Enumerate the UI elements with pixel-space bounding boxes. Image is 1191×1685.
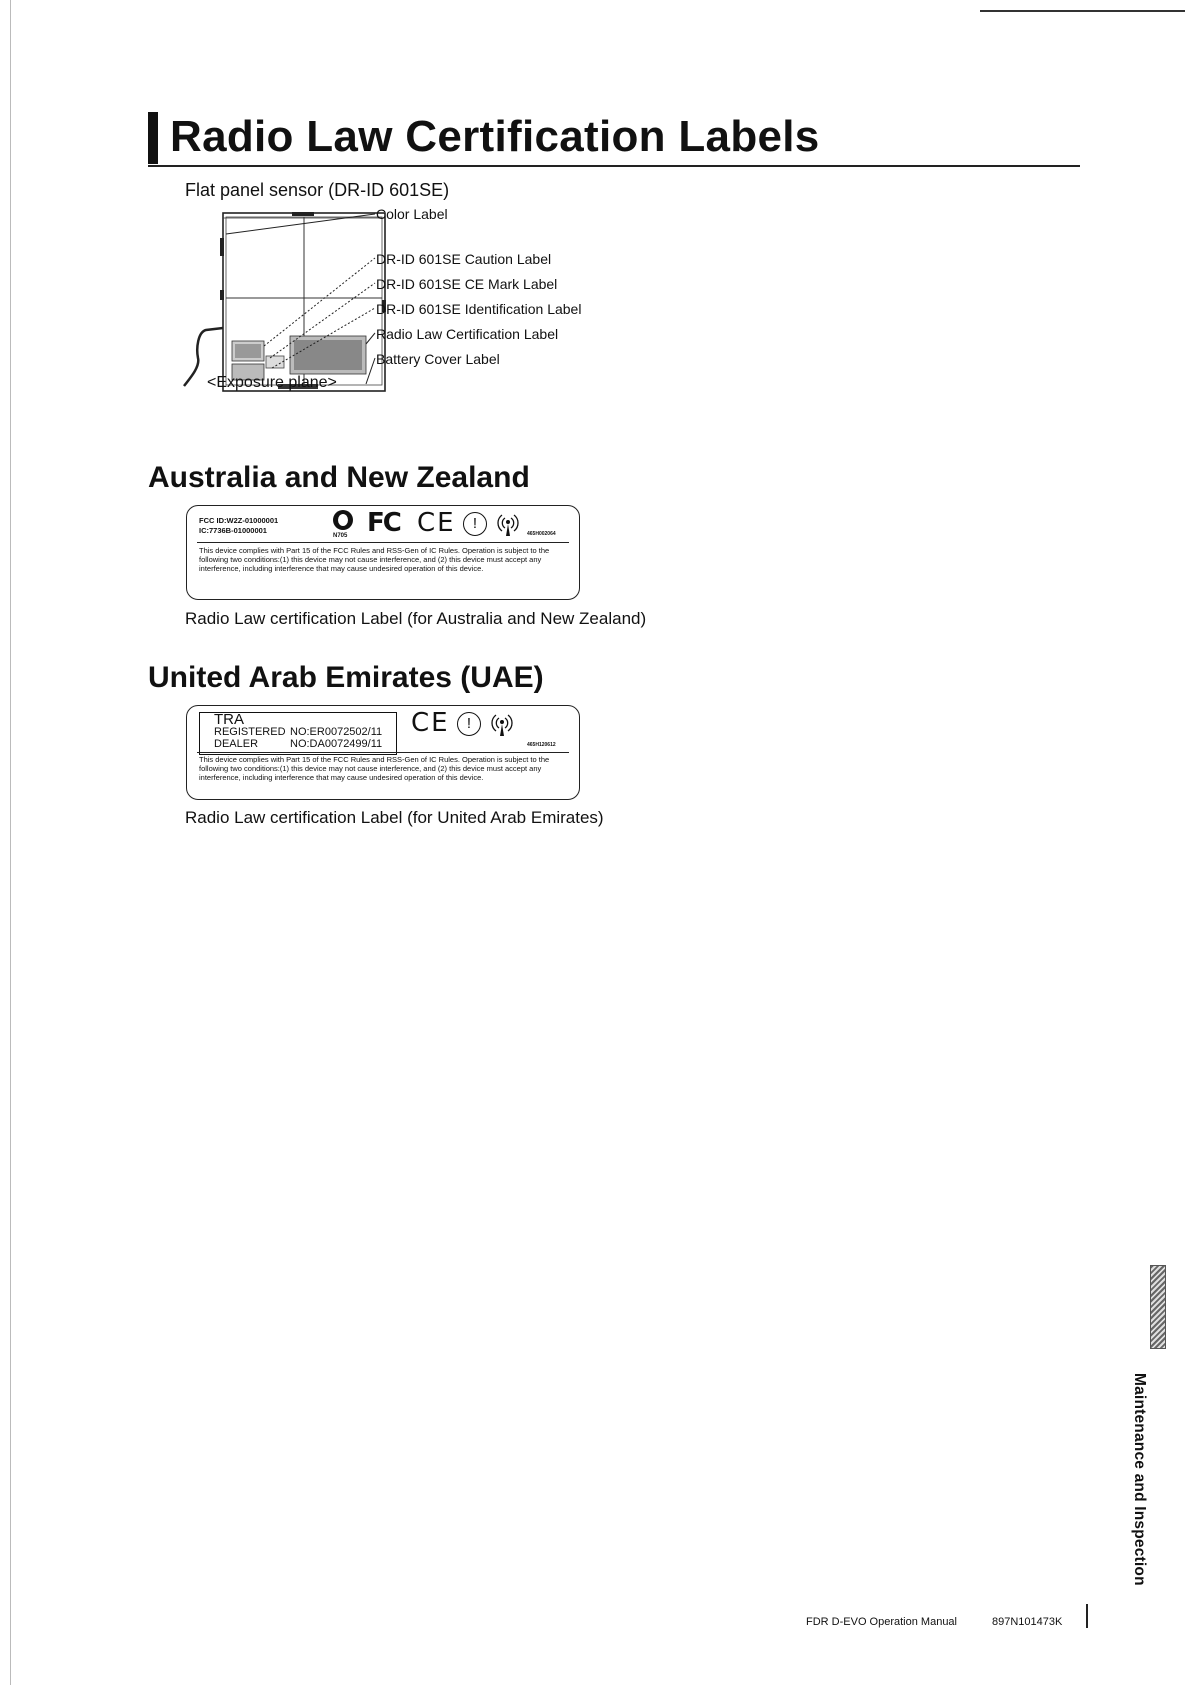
side-tab-label: Maintenance and Inspection: [1131, 1373, 1148, 1586]
top-right-rule: [980, 10, 1185, 12]
registered-label: REGISTERED: [214, 726, 286, 738]
callout-ce-mark-label: DR-ID 601SE CE Mark Label: [376, 276, 558, 292]
caption-uae: Radio Law certification Label (for United Arab Emirates): [185, 808, 604, 827]
footer-divider: [1086, 1604, 1088, 1628]
heading-australia-nz: Australia and New Zealand: [148, 461, 530, 494]
left-scan-edge: [10, 0, 11, 1685]
exposure-plane-caption: <Exposure plane>: [207, 374, 337, 391]
dealer-label: DEALER: [214, 738, 259, 750]
footer-document-code: 897N101473K: [992, 1616, 1063, 1628]
compliance-text: This device complies with Part 15 of the FCC Rules and RSS-Gen of IC Rules. Operation is subject to the following two conditions:(1) this device may not cause interference, and (2) this device must accept any interference, including interference that may cause undesired operation of this device.: [199, 755, 550, 782]
caption-australia-nz: Radio Law certification Label (for Australia and New Zealand): [185, 609, 647, 628]
label-uae: [186, 705, 580, 800]
ic-text: IC:7736B-01000001: [199, 526, 267, 535]
page-title: Radio Law Certification Labels: [170, 112, 820, 161]
callout-caution-label: DR-ID 601SE Caution Label: [376, 251, 552, 267]
title-marker-bar: [148, 112, 158, 164]
callout-identification-label: DR-ID 601SE Identification Label: [376, 301, 582, 317]
callout-color-label: Color Label: [376, 206, 448, 222]
alert-mark-icon: [457, 712, 481, 736]
tra-text: TRA: [214, 711, 244, 728]
alert-mark-glyph: !: [472, 515, 478, 532]
heading-uae: United Arab Emirates (UAE): [148, 661, 544, 694]
side-tab-marker: [1150, 1265, 1166, 1349]
serial-number: 465H120612: [527, 742, 556, 748]
serial-number: 465H002064: [527, 531, 556, 537]
c-tick-code: N705: [333, 533, 348, 539]
ce-mark-icon: CE: [417, 508, 456, 538]
compliance-text: This device complies with Part 15 of the FCC Rules and RSS-Gen of IC Rules. Operation is subject to the following two conditions:(1) this device may not cause interference, and (2) this device must accept any interference, including interference that may cause undesired operation of this device.: [199, 546, 550, 573]
dealer-number: NO:DA0072499/11: [290, 738, 383, 750]
fcc-mark-icon: FC: [367, 508, 400, 538]
callout-battery-cover-label: Battery Cover Label: [376, 351, 500, 367]
ce-mark-icon: CE: [411, 708, 450, 738]
alert-mark-icon: [463, 512, 487, 536]
sensor-subtitle: Flat panel sensor (DR-ID 601SE): [185, 180, 450, 200]
title-underline: [148, 165, 1080, 167]
label-australia-nz: [186, 505, 580, 600]
wireless-icon: [493, 509, 523, 539]
fcc-id-text: FCC ID:W2Z-01000001: [199, 516, 279, 525]
wireless-icon: [487, 709, 517, 739]
footer-manual-name: FDR D-EVO Operation Manual: [806, 1616, 957, 1628]
alert-mark-glyph: !: [466, 715, 472, 732]
registered-number: NO:ER0072502/11: [290, 726, 383, 738]
tra-box: [199, 712, 397, 755]
callout-radio-law-label: Radio Law Certification Label: [376, 326, 559, 342]
